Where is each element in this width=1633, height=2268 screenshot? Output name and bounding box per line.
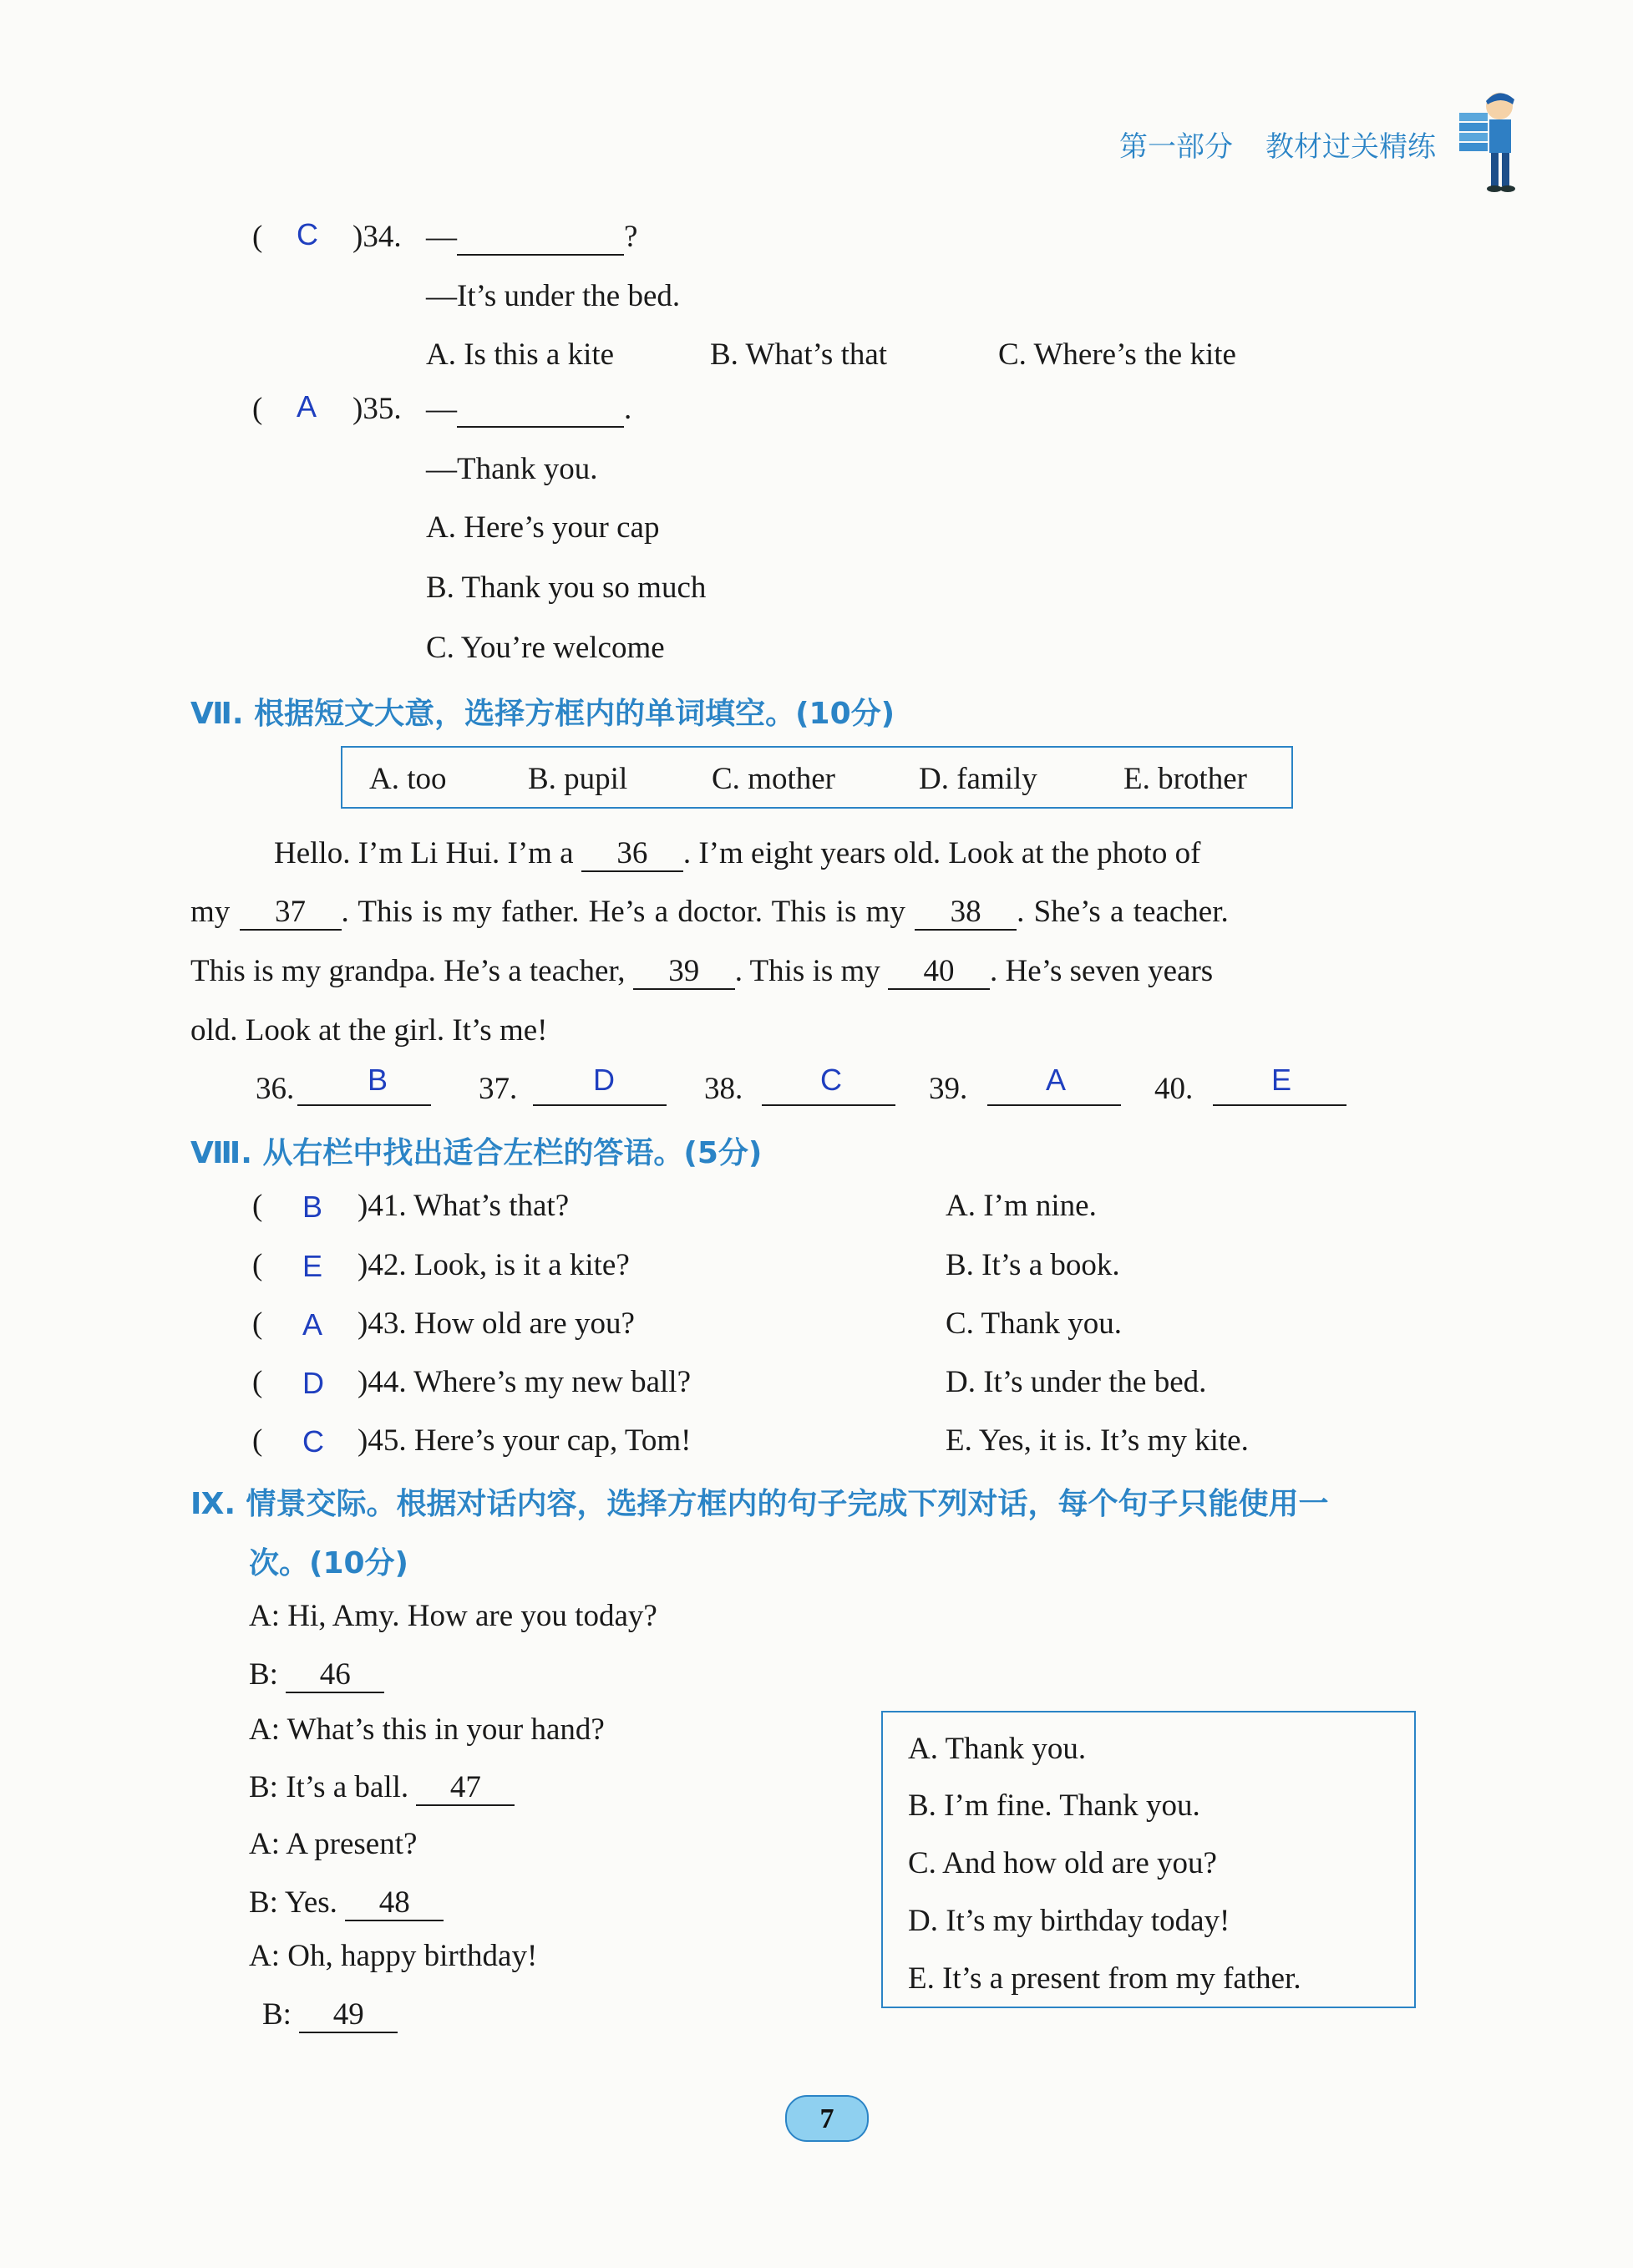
answer-36-line — [297, 1104, 431, 1106]
match-answer-45: C — [302, 1424, 324, 1459]
answer-39-line — [987, 1104, 1121, 1106]
answer-39-number: 39. — [929, 1072, 968, 1106]
q35-dash: — — [426, 392, 457, 426]
dialog-line-1: A: Hi, Amy. How are you today? — [249, 1599, 657, 1633]
answer-36-number: 36. — [256, 1072, 295, 1106]
dialog-text: B: Yes. — [249, 1885, 337, 1920]
section-8-title: Ⅷ. 从右栏中找出适合左栏的答语。(5分) — [190, 1136, 763, 1170]
blank-47: 47 — [416, 1772, 515, 1806]
dialog-line-5: A: A present? — [249, 1827, 418, 1861]
blank-48: 48 — [345, 1887, 444, 1921]
answer-36: B — [368, 1063, 388, 1097]
match-question-41: )41. What’s that? — [358, 1189, 570, 1223]
match-row-45: ( — [252, 1423, 263, 1458]
q35-paren-open: ( — [252, 392, 263, 426]
dialog-line-3: A: What’s this in your hand? — [249, 1712, 605, 1747]
q35-option-a: A. Here’s your cap — [426, 510, 660, 545]
blank-39: 39 — [633, 956, 735, 990]
q34-option-a: A. Is this a kite — [426, 337, 615, 372]
q34-option-c: C. Where’s the kite — [998, 337, 1236, 372]
dialog-speaker: B: — [249, 1657, 278, 1692]
answer-38-line — [762, 1104, 895, 1106]
sentence-options-box — [881, 1711, 1416, 2008]
answer-40-line — [1213, 1104, 1346, 1106]
answer-38-number: 38. — [704, 1072, 743, 1106]
match-question-45: )45. Here’s your cap, Tom! — [358, 1423, 692, 1458]
answer-37-line — [533, 1104, 667, 1106]
match-option-a: A. I’m nine. — [946, 1189, 1097, 1223]
match-option-e: E. Yes, it is. It’s my kite. — [946, 1423, 1249, 1458]
match-option-c: C. Thank you. — [946, 1307, 1123, 1341]
word-bank-box — [341, 746, 1293, 809]
q35-option-b: B. Thank you so much — [426, 571, 707, 605]
q34-prompt-end: ? — [624, 220, 638, 254]
passage-text: . I’m eight years old. Look at the photo of — [682, 836, 1201, 870]
match-question-42: )42. Look, is it a kite? — [358, 1248, 630, 1282]
blank-37: 37 — [240, 896, 342, 931]
sentence-option-a: A. Thank you. — [908, 1732, 1087, 1766]
passage-text: Hello. I’m Li Hui. I’m a — [274, 836, 574, 870]
blank-36: 36 — [581, 838, 683, 872]
q35-prompt — [426, 391, 631, 428]
passage-line-2 — [190, 894, 1229, 931]
q34-paren-open: ( — [252, 220, 263, 254]
q35-blank — [457, 393, 624, 428]
q34-dash: — — [426, 220, 457, 254]
q35-option-c: C. You’re welcome — [426, 631, 665, 665]
answer-40-number: 40. — [1154, 1072, 1194, 1106]
q34-prompt — [426, 219, 637, 256]
match-row-41: ( — [252, 1189, 263, 1223]
passage-line-4: old. Look at the girl. It’s me! — [190, 1013, 548, 1048]
section-9-title: Ⅸ. 情景交际。根据对话内容，选择方框内的句子完成下列对话，每个句子只能使用一 — [190, 1487, 1329, 1521]
q35-prompt-end: . — [624, 392, 632, 426]
dialog-line-7: A: Oh, happy birthday! — [249, 1939, 538, 1973]
passage-text: This is my grandpa. He’s a teacher, — [190, 954, 626, 988]
q34-option-b: B. What’s that — [710, 337, 888, 372]
word-option-c: C. mother — [712, 762, 835, 796]
match-option-b: B. It’s a book. — [946, 1248, 1120, 1282]
blank-46: 46 — [286, 1659, 384, 1693]
passage-line-3 — [190, 953, 1213, 990]
student-mascot-icon — [1458, 88, 1524, 205]
passage-text: . She’s a teacher. — [1017, 895, 1229, 929]
word-option-e: E. brother — [1123, 762, 1247, 796]
section-7-title: Ⅶ. 根据短文大意，选择方框内的单词填空。(10分) — [190, 697, 895, 731]
dialog-line-2 — [249, 1657, 384, 1693]
passage-text: . He’s seven years — [990, 954, 1214, 988]
passage-text: . This is my father. He’s a doctor. This is my — [341, 895, 905, 929]
passage-text: my — [190, 895, 231, 929]
blank-40: 40 — [888, 956, 990, 990]
match-row-44: ( — [252, 1365, 263, 1399]
answer-38: C — [820, 1063, 842, 1097]
blank-49: 49 — [299, 1999, 398, 2033]
match-row-43: ( — [252, 1307, 263, 1341]
q34-reply: —It’s under the bed. — [426, 279, 681, 313]
match-answer-42: E — [302, 1249, 323, 1283]
page-number-badge — [785, 2095, 869, 2142]
match-answer-43: A — [302, 1307, 323, 1342]
answer-39: A — [1046, 1063, 1067, 1097]
q34-answer: C — [297, 217, 318, 251]
q35-reply: —Thank you. — [426, 452, 598, 486]
passage-line-1 — [274, 835, 1200, 872]
word-option-d: D. family — [919, 762, 1037, 796]
sentence-option-c: C. And how old are you? — [908, 1846, 1217, 1880]
section-9-title-cont: 次。(10分) — [249, 1546, 409, 1580]
page-number: 7 — [819, 2103, 834, 2134]
passage-text: . This is my — [734, 954, 880, 988]
dialog-line-6 — [249, 1885, 444, 1921]
dialog-speaker: B: — [262, 1997, 292, 2032]
header-part: 第一部分 — [1119, 130, 1233, 164]
match-answer-44: D — [302, 1366, 324, 1400]
match-question-43: )43. How old are you? — [358, 1307, 635, 1341]
word-option-a: A. too — [369, 762, 447, 796]
sentence-option-b: B. I’m fine. Thank you. — [908, 1789, 1200, 1823]
answer-37-number: 37. — [479, 1072, 518, 1106]
word-option-b: B. pupil — [528, 762, 628, 796]
q34-blank — [457, 221, 624, 256]
dialog-text: B: It’s a ball. — [249, 1770, 409, 1804]
match-question-44: )44. Where’s my new ball? — [358, 1365, 691, 1399]
q35-answer: A — [297, 389, 317, 424]
q34-number: )34. — [352, 220, 402, 254]
blank-38: 38 — [915, 896, 1017, 931]
match-option-d: D. It’s under the bed. — [946, 1365, 1207, 1399]
sentence-option-d: D. It’s my birthday today! — [908, 1904, 1230, 1938]
q35-number: )35. — [352, 392, 402, 426]
sentence-option-e: E. It’s a present from my father. — [908, 1961, 1301, 1996]
dialog-line-8 — [262, 1997, 398, 2033]
match-row-42: ( — [252, 1248, 263, 1282]
dialog-line-4 — [249, 1769, 515, 1806]
answer-37: D — [593, 1063, 615, 1097]
match-answer-41: B — [302, 1190, 323, 1224]
header-title: 教材过关精练 — [1265, 130, 1436, 164]
answer-40: E — [1271, 1063, 1292, 1097]
